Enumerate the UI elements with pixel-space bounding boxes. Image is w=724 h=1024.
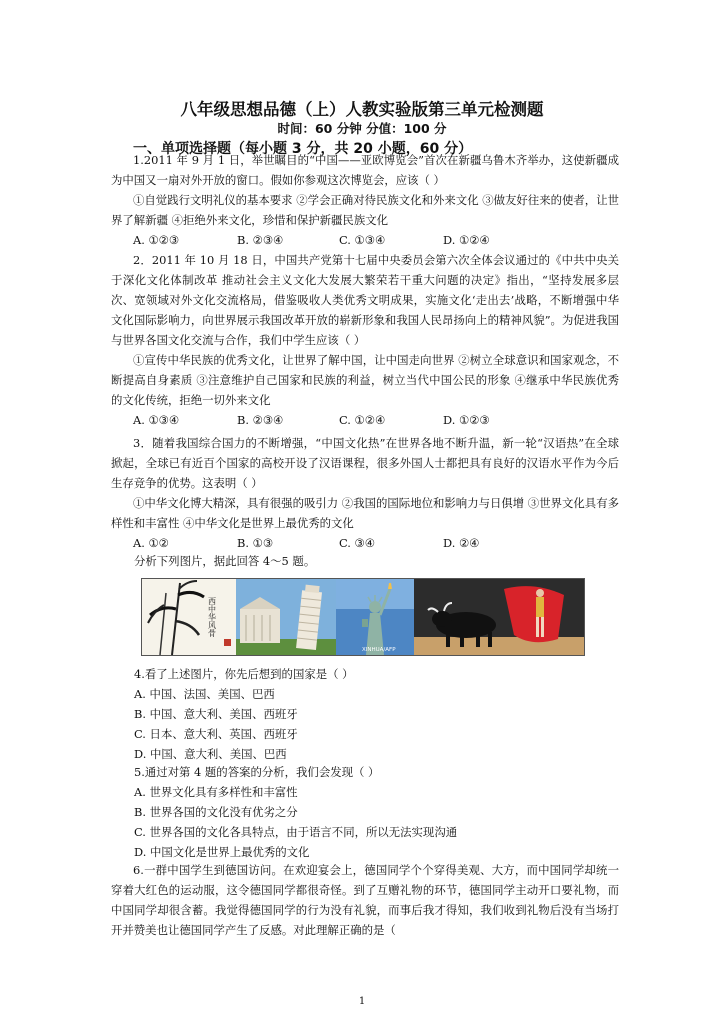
calligraphy-text: 西中华风骨 <box>207 597 217 637</box>
question-2-items: ①宣传中华民族的优秀文化，让世界了解中国，让中国走向世界 ②树立全球意识和国家观念，不断提高自身素质 ③注意维护自己国家和民族的利益，树立当代中国公民的形象 ④继承中华民族优秀的文化传统，拒绝一切外来文化 <box>111 353 619 407</box>
option-d[interactable]: D. ②④ <box>443 536 480 550</box>
option-d[interactable]: D. ①②④ <box>443 233 490 247</box>
leaning-tower-pisa-image <box>236 579 336 655</box>
question-3-options <box>111 533 619 553</box>
page-number: 1 <box>358 996 366 1007</box>
question-2 <box>111 250 619 430</box>
question-6-stem: 6.一群中国学生到德国访问。在欢迎宴会上，德国同学个个穿得美观、大方，而中国同学却统一穿着大红色的运动服，这令德国同学都很奇怪。到了互赠礼物的环节，德国同学主动开口要礼物，而中国同学却很含蓄。我觉得德国同学的行为没有礼貌，而事后我才得知，我们收到礼物后没有当场打开并赞美也让德国同学产生了反感。对此理解正确的是（ <box>111 863 619 937</box>
statue-of-liberty-image <box>336 579 414 655</box>
question-3-items: ①中华文化博大精深，具有很强的吸引力 ②我国的国际地位和影响力与日俱增 ③世界文化具有多样性和丰富性 ④中华文化是世界上最优秀的文化 <box>111 496 619 530</box>
option-c[interactable]: C. ③④ <box>339 536 375 550</box>
question-1-stem: 1.2011 年 9 月 1 日，举世瞩目的“中国——亚欧博览会”首次在新疆乌鲁木齐举办，这使新疆成为中国又一扇对外开放的窗口。假如你参观这次博览会，应该（ ） <box>111 153 619 187</box>
option-a[interactable]: A. 世界文化具有多样性和丰富性 <box>134 785 298 799</box>
bamboo-painting-image <box>142 579 236 655</box>
picture-intro: 分析下列图片，据此回答 4～5 题。 <box>134 554 316 568</box>
option-a[interactable]: A. ①②③ <box>133 233 180 247</box>
option-c[interactable]: C. 世界各国的文化各具特点，由于语言不同，所以无法实现沟通 <box>134 825 458 839</box>
exam-time-score: 时间：60 分钟 分值：100 分 <box>277 121 447 136</box>
question-5 <box>134 762 624 862</box>
question-6 <box>111 860 619 940</box>
option-b[interactable]: B. ②③④ <box>237 413 284 427</box>
option-d[interactable]: D. 中国文化是世界上最优秀的文化 <box>134 845 310 859</box>
question-5-stem: 5.通过对第 4 题的答案的分析，我们会发现（ ） <box>134 765 380 779</box>
option-a[interactable]: A. ①② <box>133 536 169 550</box>
page-title: 八年级思想品德（上）人教实验版第三单元检测题 <box>180 100 544 119</box>
question-3 <box>111 433 619 553</box>
option-b[interactable]: B. ①③ <box>237 536 274 550</box>
option-a[interactable]: A. 中国、法国、美国、巴西 <box>134 687 275 701</box>
question-4-stem: 4.看了上述图片，你先后想到的国家是（ ） <box>134 667 354 681</box>
section-heading: 一、单项选择题（每小题 3 分，共 20 小题，60 分） <box>133 141 473 157</box>
option-c[interactable]: C. 日本、意大利、英国、西班牙 <box>134 727 298 741</box>
question-1-options <box>111 230 619 250</box>
option-d[interactable]: D. ①②③ <box>443 413 490 427</box>
question-2-stem: 2．2011 年 10 月 18 日，中国共产党第十七届中央委员会第六次全体会议通过的《中共中央关于深化文化体制改革 推动社会主义文化大发展大繁荣若干重大问题的决定》指出，“坚持发展多层次、宽领域对外文化交流格局，借鉴吸收人类优秀文明成果，实施文化‘走出去’战略，不断增强中华文化国际影响力，向世界展示我国改革开放的崭新形象和我国人民昂扬向上的精神风貌”。为促进我国与世界各国文化交流与合作，我们中学生应该（ ） <box>111 253 619 347</box>
question-4 <box>134 664 624 764</box>
option-b[interactable]: B. ②③④ <box>237 233 284 247</box>
option-a[interactable]: A. ①③④ <box>133 413 180 427</box>
question-2-options <box>111 410 619 430</box>
option-b[interactable]: B. 世界各国的文化没有优劣之分 <box>134 805 298 819</box>
question-1 <box>111 150 619 250</box>
photo-watermark: XINHUA/AFP <box>362 647 396 653</box>
option-b[interactable]: B. 中国、意大利、美国、西班牙 <box>134 707 298 721</box>
bullfight-image <box>414 579 584 655</box>
option-c[interactable]: C. ①②④ <box>339 413 386 427</box>
option-d[interactable]: D. 中国、意大利、美国、巴西 <box>134 747 287 761</box>
question-1-items: ①自觉践行文明礼仪的基本要求 ②学会正确对待民族文化和外来文化 ③做友好往来的使者，让世界了解新疆 ④拒绝外来文化，珍惜和保护新疆民族文化 <box>111 193 619 227</box>
question-3-stem: 3．随着我国综合国力的不断增强，“中国文化热”在世界各地不断升温，新一轮“汉语热”在全球掀起，全球已有近百个国家的高校开设了汉语课程，很多外国人士都把具有良好的汉语水平作为今后生存竞争的优势。这表明（ ） <box>111 436 619 490</box>
option-c[interactable]: C. ①③④ <box>339 233 386 247</box>
picture-strip <box>141 578 585 656</box>
